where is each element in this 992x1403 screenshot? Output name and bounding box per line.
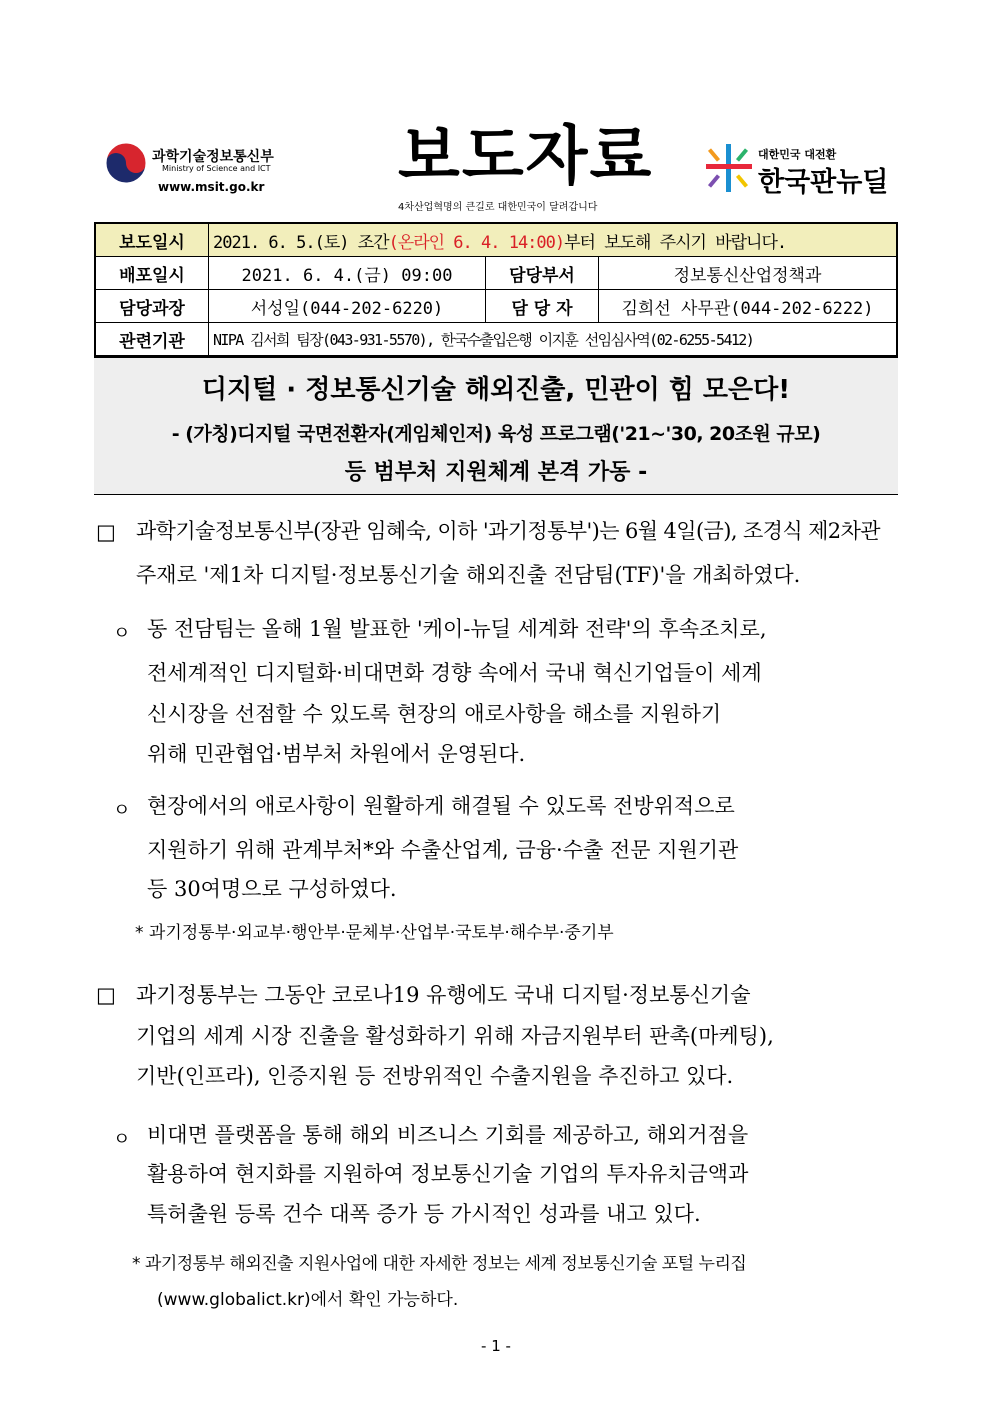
distribution-row [95, 257, 897, 290]
release-date: 2021. 6. 5.(토) 조간 [213, 232, 389, 253]
release-info-table [94, 222, 898, 357]
korean-new-deal-logo-icon [702, 140, 756, 196]
para5-line1: 비대면 플랫폼을 통해 해외 비즈니스 기회를 제공하고, 해외거점을 [147, 1123, 749, 1147]
para3-line2: 지원하기 위해 관계부처*와 수출산업계, 금융·수출 전문 지원기관 [147, 838, 739, 862]
distribution-label: 배포일시 [95, 257, 209, 290]
manager-value: 서성일(044-202-6220) [209, 290, 486, 323]
release-note: 부터 보도해 주시기 바랍니다. [564, 232, 787, 253]
para3-line1: 현장에서의 애로사항이 원활하게 해결될 수 있도록 전방위적으로 [147, 794, 735, 818]
para4-line2: 기업의 세계 시장 진출을 활성화하기 위해 자금지원부터 판촉(마케팅), [136, 1024, 774, 1048]
square-bullet: □ [96, 520, 116, 544]
para3-line3: 등 30여명으로 구성하였다. [147, 877, 397, 901]
person-value: 김희선 사무관(044-202-6222) [599, 290, 898, 323]
circle-bullet: ㅇ [113, 800, 131, 821]
para4-line3: 기반(인프라), 인증지원 등 전방위적인 수출지원을 추진하고 있다. [136, 1064, 734, 1088]
doc-subtitle: 4차산업혁명의 큰길로 대한민국이 달려갑니다 [398, 202, 598, 213]
distribution-value: 2021. 6. 4.(금) 09:00 [209, 257, 486, 290]
para2-line1: 동 전담팀는 올해 1월 발표한 '케이-뉴딜 세계화 전략'의 후속조치로, [147, 617, 767, 641]
para2-line4: 위해 민관협업·범부처 차원에서 운영된다. [147, 742, 526, 766]
person-label: 담 당 자 [486, 290, 599, 323]
footnote-portal-line2: (www.globalict.kr)에서 확인 가능하다. [157, 1290, 459, 1310]
para4-line1: 과기정통부는 그동안 코로나19 유행에도 국내 디지털·정보통신기술 [136, 983, 751, 1007]
release-row [95, 223, 897, 257]
ministry-name: 과학기술정보통신부 [152, 149, 274, 165]
square-bullet: □ [96, 983, 116, 1007]
para2-line2: 전세계적인 디지털화·비대면화 경향 속에서 국내 혁신기업들이 세계 [147, 661, 762, 685]
headline-subtitle-2: 등 범부처 지원체계 본격 가동 - [344, 460, 648, 485]
related-row [95, 323, 897, 357]
msit-emblem-icon [105, 142, 147, 184]
release-value [209, 223, 898, 257]
department-value: 정보통신산업정책과 [599, 257, 898, 290]
para5-line3: 특허출원 등록 건수 대폭 증가 등 가시적인 성과를 내고 있다. [147, 1202, 701, 1226]
related-value: NIPA 김서희 팀장(043-931-5570), 한국수출입은행 이지훈 선임심사역(02-6255-5412) [209, 323, 898, 357]
manager-row [95, 290, 897, 323]
headline-subtitle-1: - (가칭)디지털 국면전환자(게임체인저) 육성 프로그램('21~'30, 20조원 규모) [171, 423, 821, 445]
circle-bullet: ㅇ [113, 1129, 131, 1150]
ministry-url: www.msit.go.kr [158, 180, 265, 194]
footnote-portal-line1: * 과기정통부 해외진출 지원사업에 대한 자세한 정보는 세계 정보통신기술 포털 누리집 [132, 1254, 747, 1274]
para1-line1: 과학기술정보통신부(장관 임혜숙, 이하 '과기정통부')는 6월 4일(금), 조경식 제2차관 [136, 519, 880, 543]
para2-line3: 신시장을 선점할 수 있도록 현장의 애로사항을 해소를 지원하기 [147, 702, 722, 726]
doc-title: 보도자료 [398, 120, 654, 194]
manager-label: 담당과장 [95, 290, 209, 323]
release-label: 보도일시 [95, 223, 209, 257]
department-label: 담당부서 [486, 257, 599, 290]
related-label: 관련기관 [95, 323, 209, 357]
release-online-time: (온라인 6. 4. 14:00) [388, 232, 565, 253]
kn-title: 한국판뉴딜 [758, 167, 889, 198]
page-number: - 1 - [481, 1337, 511, 1355]
footnote-ministries: * 과기정통부·외교부·행안부·문체부·산업부·국토부·해수부·중기부 [135, 923, 614, 943]
para1-line2: 주재로 '제1차 디지털·정보통신기술 해외진출 전담팀(TF)'을 개최하였다. [136, 563, 801, 587]
kn-tagline: 대한민국 대전환 [758, 148, 837, 161]
headline-title: 디지털 · 정보통신기술 해외진출, 민관이 힘 모은다! [201, 375, 791, 405]
para5-line2: 활용하여 현지화를 지원하여 정보통신기술 기업의 투자유치금액과 [147, 1162, 749, 1186]
circle-bullet: ㅇ [113, 623, 131, 644]
ministry-name-en: Ministry of Science and ICT [162, 164, 271, 173]
